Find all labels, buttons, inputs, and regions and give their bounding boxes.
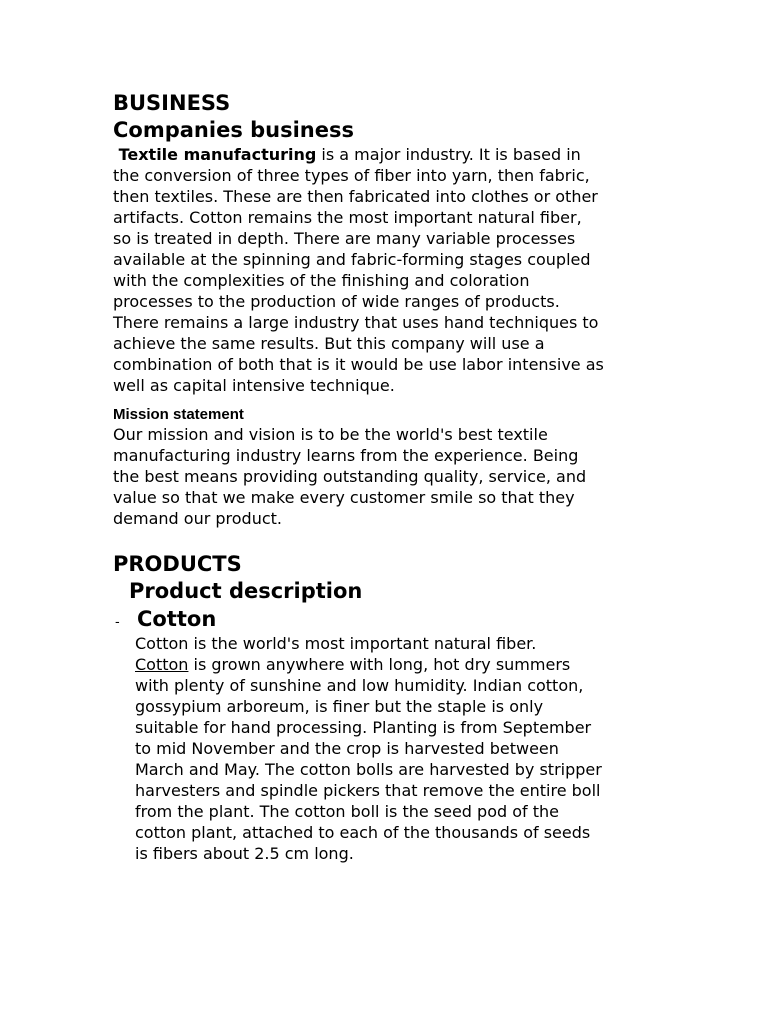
textile-manufacturing-bold: Textile manufacturing [118, 145, 317, 164]
list-dash: - [115, 615, 120, 630]
cotton-paragraph-text: is grown anywhere with long, hot dry summers with plenty of sunshine and low humidity. Indian cotton, gossypium arboreum, is finer but the staple is only suitable for hand processing. Planting is from September to mid November and the crop is harvested between March and May. The cotton bolls are harvested by stripper harvesters and spindle pickers that remove the entire boll from the plant. The cotton boll is the seed pod of the cotton plant, attached to each of the thousands of seeds is fibers about 2.5 cm long. [135, 655, 602, 863]
mission-statement-heading: Mission statement [113, 406, 244, 423]
business-heading: BUSINESS [113, 91, 231, 115]
cotton-item-heading [113, 605, 663, 633]
cotton-title: Cotton [137, 607, 217, 631]
cotton-first-line: Cotton is the world's most important natural fiber. [135, 634, 537, 653]
business-paragraph [113, 144, 663, 396]
document-page [113, 90, 663, 864]
companies-business-subheading: Companies business [113, 118, 354, 142]
mission-paragraph: Our mission and vision is to be the world's best textile manufacturing industry learns from the experience. Being the best means providing outstanding quality, service, and value so that we make every customer smile so that they demand our product. [113, 425, 587, 528]
product-description-subheading: Product description [129, 579, 363, 603]
cotton-paragraph [135, 654, 663, 864]
products-heading: PRODUCTS [113, 552, 242, 576]
cotton-link[interactable]: Cotton [135, 655, 189, 674]
business-paragraph-text: is a major industry. It is based in the conversion of three types of fiber into yarn, then fabric, then textiles. These are then fabricated into clothes or other artifacts. Cotton remains the most important natural fiber, so is treated in depth. There are many variable processes available at the spinning and fabric-forming stages coupled with the complexities of the finishing and coloration processes to the production of wide ranges of products. There remains a large industry that uses hand techniques to achieve the same results. But this company will use a combination of both that is it would be use labor intensive as well as capital intensive technique. [113, 145, 604, 395]
